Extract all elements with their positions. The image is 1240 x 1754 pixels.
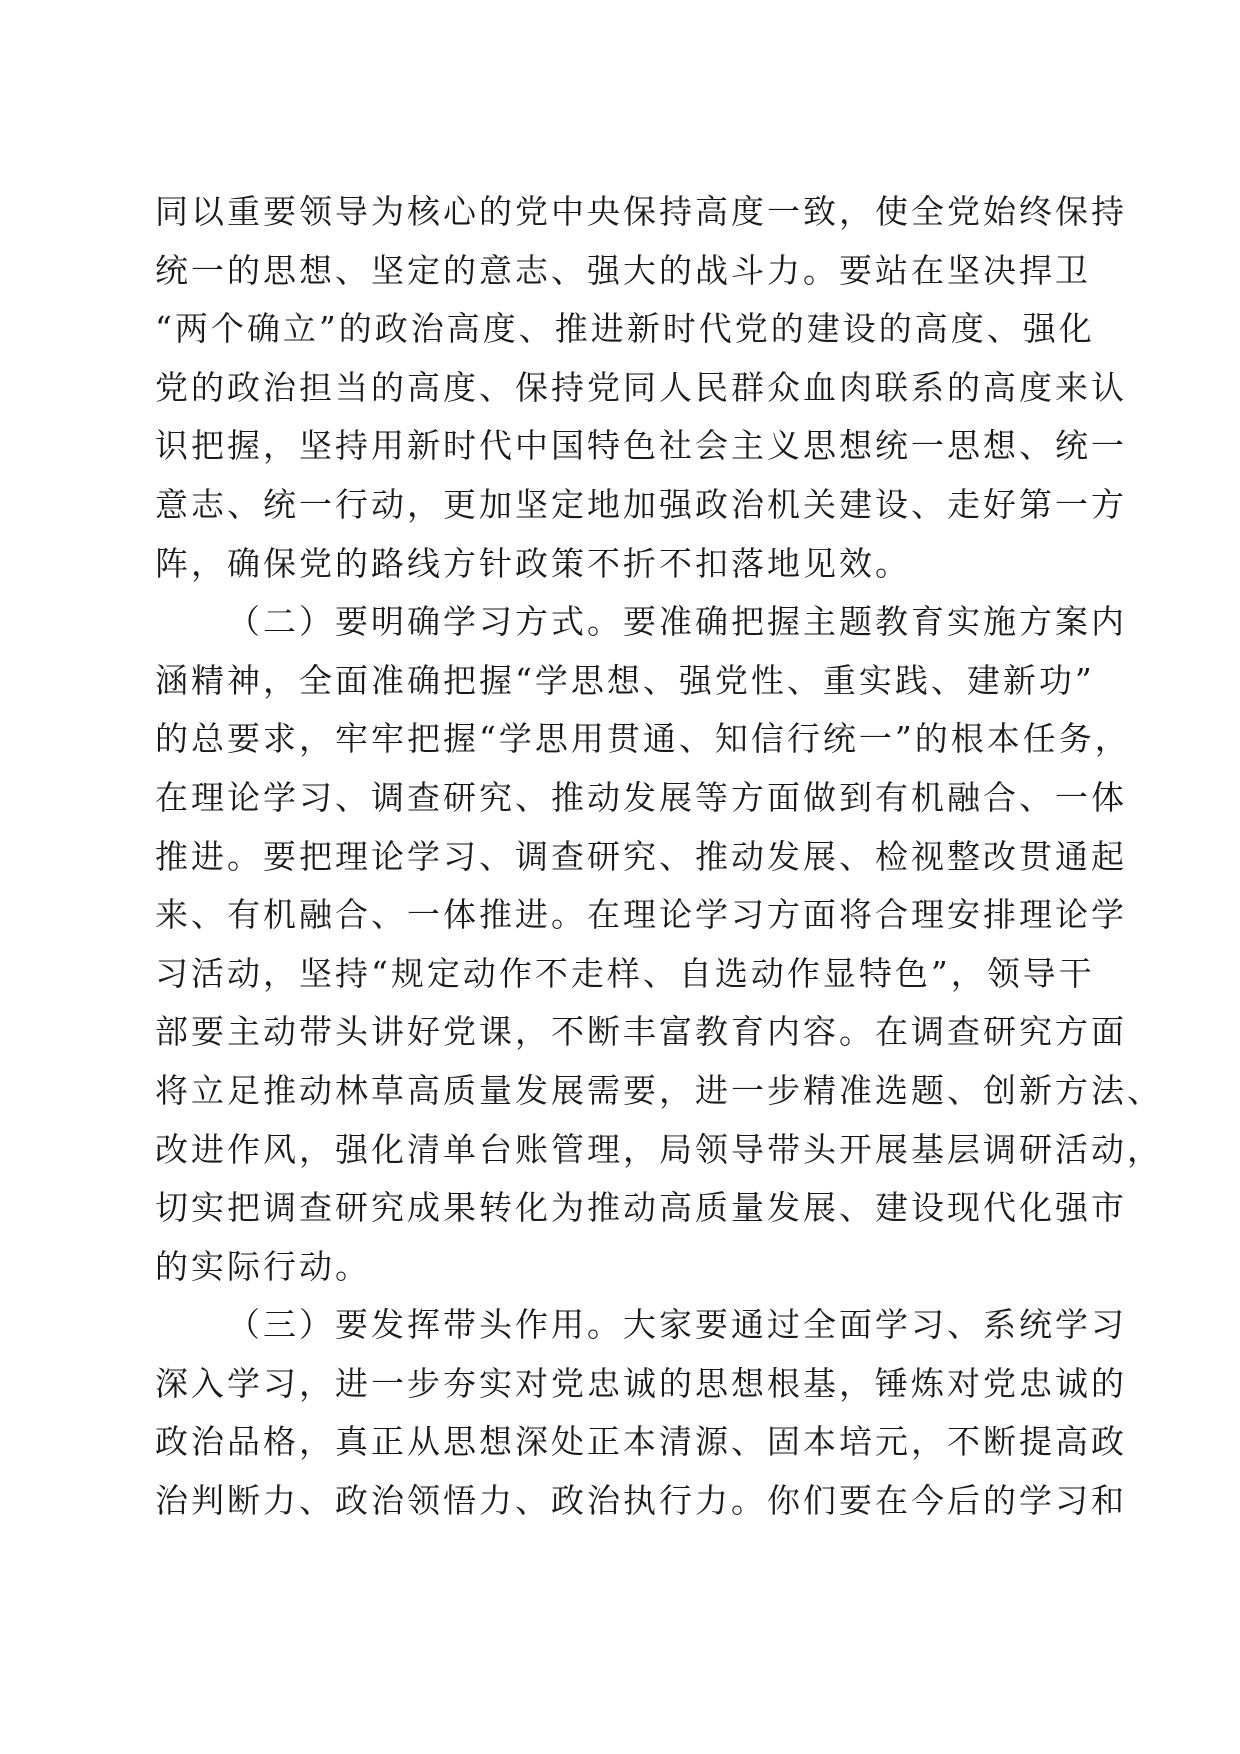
text-line: 深入学习，进一步夯实对党忠诚的思想根基，锤炼对党忠诚的	[155, 1363, 1127, 1403]
text-line: 习活动，坚持“规定动作不走样、自选动作显特色”，领导干	[155, 953, 1095, 993]
text-line: 党的政治担当的高度、保持党同人民群众血肉联系的高度来认	[155, 367, 1127, 407]
text-line: 统一的思想、坚定的意志、强大的战斗力。要站在坚决捍卫	[155, 250, 1091, 290]
text-line: 识把握，坚持用新时代中国特色社会主义思想统一思想、统一	[155, 426, 1127, 466]
text-line: “两个确立”的政治高度、推进新时代党的建设的高度、强化	[155, 309, 1095, 349]
text-line: 意志、统一行动，更加坚定地加强政治机关建设、走好第一方	[155, 484, 1127, 524]
text-line: 推进。要把理论学习、调查研究、推动发展、检视整改贯通起	[155, 836, 1127, 876]
text-line: 部要主动带头讲好党课，不断丰富教育内容。在调查研究方面	[155, 1012, 1127, 1052]
paragraph-start-line: （三）要发挥带头作用。大家要通过全面学习、系统学习	[227, 1305, 1127, 1345]
text-line: 治判断力、政治领悟力、政治执行力。你们要在今后的学习和	[155, 1481, 1127, 1521]
text-line: 涵精神，全面准确把握“学思想、强党性、重实践、建新功”	[155, 660, 1095, 700]
text-line: 切实把调查研究成果转化为推动高质量发展、建设现代化强市	[155, 1188, 1127, 1228]
paragraph-start-line: （二）要明确学习方式。要准确把握主题教育实施方案内	[227, 602, 1127, 642]
text-line: 将立足推动林草高质量发展需要，进一步精准选题、创新方法、	[155, 1070, 1163, 1110]
text-line: 的实际行动。	[155, 1246, 371, 1286]
text-line: 的总要求，牢牢把握“学思用贯通、知信行统一”的根本任务，	[155, 719, 1131, 759]
text-line: 改进作风，强化清单台账管理，局领导带头开展基层调研活动，	[155, 1129, 1163, 1169]
text-line: 政治品格，真正从思想深处正本清源、固本培元，不断提高政	[155, 1422, 1127, 1462]
text-line: 同以重要领导为核心的党中央保持高度一致，使全党始终保持	[155, 192, 1127, 231]
text-line: 在理论学习、调查研究、推动发展等方面做到有机融合、一体	[155, 777, 1127, 817]
text-line: 阵，确保党的路线方针政策不折不扣落地见效。	[155, 543, 911, 583]
document-body	[155, 183, 1163, 1531]
text-line: 来、有机融合、一体推进。在理论学习方面将合理安排理论学	[155, 895, 1127, 935]
